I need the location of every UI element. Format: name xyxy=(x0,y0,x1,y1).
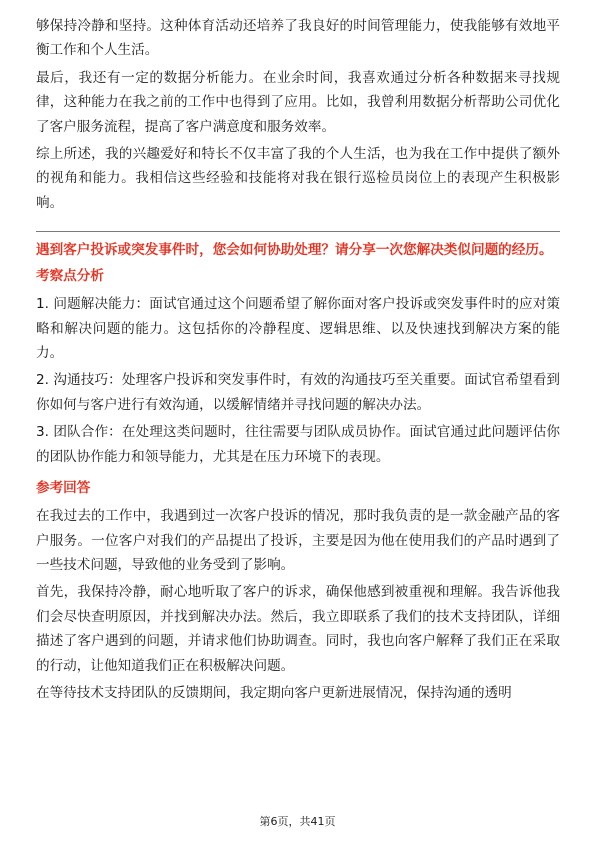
analysis-point: 3. 团队合作：在处理这类问题时，往往需要与团队成员协作。面试官通过此问题评估你的团队协作能力和领导能力，尤其是在压力环境下的表现。 xyxy=(36,424,560,465)
intro-paragraph: 最后，我还有一定的数据分析能力。在业余时间，我喜欢通过分析各种数据来寻找规律，这种能力在我之前的工作中也得到了应用。比如，我曾利用数据分析帮助公司优化了客户服务流程，提高了客户满意度和服务效率。 xyxy=(36,69,560,135)
intro-paragraph: 够保持冷静和坚持。这种体育活动还培养了我良好的时间管理能力，使我能够有效地平衡工作和个人生活。 xyxy=(36,18,560,59)
analysis-point: 1. 问题解决能力：面试官通过这个问题希望了解你面对客户投诉或突发事件时的应对策略和解决问题的能力。这包括你的冷静程度、逻辑思维、以及快速找到解决方案的能力。 xyxy=(36,296,560,362)
page-number: 第6页，共41页 xyxy=(259,815,336,828)
answer-heading: 参考回答 xyxy=(36,480,91,497)
answer-paragraph: 首先，我保持冷静，耐心地听取了客户的诉求，确保他感到被重视和理解。我告诉他我们会尽快查明原因，并找到解决办法。然后，我立即联系了我们的技术支持团队，详细描述了客户遇到的问题，并请求他们协助调查。同时，我也向客户解释了我们正在采取的行动，让他知道我们正在积极解决问题。 xyxy=(36,584,560,674)
document-page xyxy=(36,14,560,708)
analysis-point: 2. 沟通技巧：处理客户投诉和突发事件时，有效的沟通技巧至关重要。面试官希望看到你如何与客户进行有效沟通，以缓解情绪并寻找问题的解决办法。 xyxy=(36,372,560,413)
interview-question: 遇到客户投诉或突发事件时，您会如何协助处理？请分享一次您解决类似问题的经历。 xyxy=(36,242,553,259)
answer-paragraph: 在等待技术支持团队的反馈期间，我定期向客户更新进展情况，保持沟通的透明 xyxy=(36,684,512,701)
section-divider xyxy=(36,231,560,232)
intro-paragraph: 综上所述，我的兴趣爱好和特长不仅丰富了我的个人生活，也为我在工作中提供了额外的视角和能力。我相信这些经验和技能将对我在银行巡检员岗位上的表现产生积极影响。 xyxy=(36,146,560,211)
analysis-heading: 考察点分析 xyxy=(36,268,104,285)
answer-paragraph: 在我过去的工作中，我遇到过一次客户投诉的情况，那时我负责的是一款金融产品的客户服务。一位客户对我们的产品提出了投诉，主要是因为他在使用我们的产品时遇到了一些技术问题，导致他的业务受到了影响。 xyxy=(36,508,560,573)
